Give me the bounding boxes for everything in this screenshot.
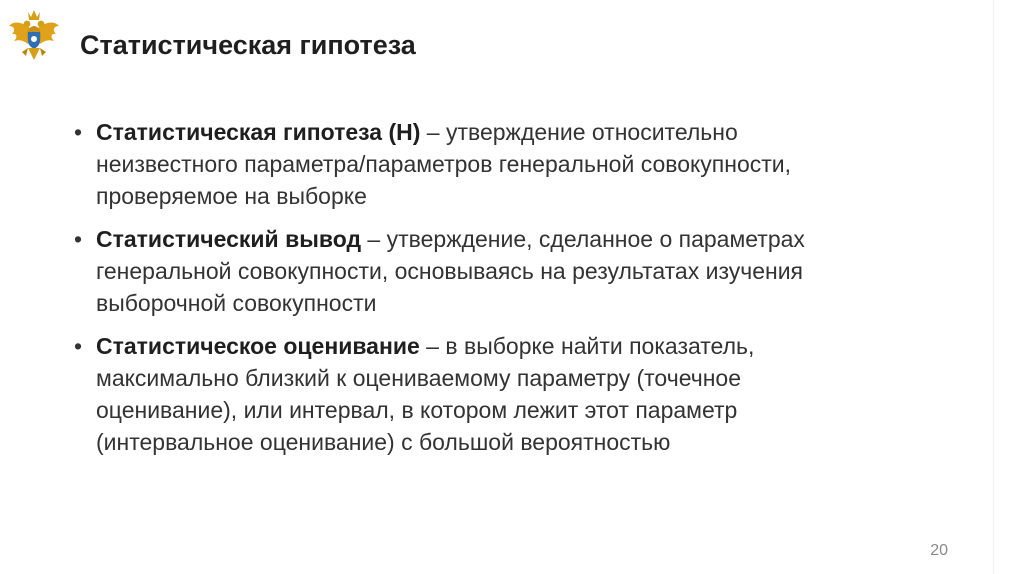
bullet-term: Статистический вывод [96,226,362,252]
bullet-line: неизвестного параметра/параметров генеральной совокупности, [96,151,792,177]
bullet-term: Статистическое оценивание [96,333,420,359]
bullet-term: Статистическая гипотеза (H) [96,119,421,145]
bullet-text: – утверждение относительно [420,119,738,145]
bullet-line: оценивание), или интервал, в котором лежит этот параметр [96,397,738,423]
bullet-line [96,116,972,148]
bullet-line: максимально близкий к оцениваемому параметру (точечное [96,365,741,391]
bullet-line: проверяемое на выборке [96,183,367,209]
bullet-item-estimation [72,330,972,458]
page-number: 20 [930,542,948,559]
bullet-item-inference [72,223,972,319]
bullet-dot: • [74,119,83,145]
slide-title: Статистическая гипотеза [80,30,416,60]
bullet-line [96,223,972,255]
bullet-dot: • [74,226,83,252]
bullet-dot: • [74,333,83,359]
edge-divider [993,0,994,574]
bullet-line: генеральной совокупности, основываясь на результатах изучения [96,258,804,284]
bullet-text: – утверждение, сделанное о параметрах [361,226,805,252]
double-headed-eagle-emblem-icon [6,8,62,66]
bullet-line: (интервальное оценивание) с большой вероятностью [96,429,671,455]
bullet-item-hypothesis [72,116,972,212]
bullet-line: выборочной совокупности [96,290,377,316]
bullet-list [72,116,972,469]
bullet-text: – в выборке найти показатель, [419,333,755,359]
bullet-line [96,330,972,362]
